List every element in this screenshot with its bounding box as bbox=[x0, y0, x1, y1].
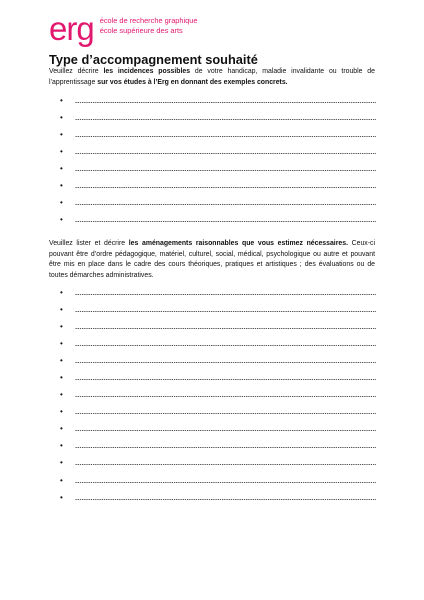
section-2-instructions bbox=[49, 239, 375, 281]
dotted-answer-line[interactable] bbox=[75, 464, 376, 465]
dotted-answer-line[interactable] bbox=[75, 413, 376, 414]
bullet-icon: • bbox=[60, 181, 63, 191]
dotted-answer-line[interactable] bbox=[75, 136, 376, 137]
bullet-icon: • bbox=[60, 492, 63, 502]
dotted-answer-line[interactable] bbox=[75, 221, 376, 222]
answer-line-item bbox=[60, 92, 376, 109]
answer-line-item bbox=[60, 143, 376, 160]
dotted-answer-line[interactable] bbox=[75, 396, 376, 397]
bullet-icon: • bbox=[60, 146, 63, 156]
page-title: Type d’accompagnement souhaité bbox=[49, 52, 258, 67]
bullet-icon: • bbox=[60, 163, 63, 173]
dotted-answer-line[interactable] bbox=[75, 345, 376, 346]
bullet-icon: • bbox=[60, 198, 63, 208]
section-1-instructions bbox=[49, 67, 375, 88]
dotted-answer-line[interactable] bbox=[75, 153, 376, 154]
school-name bbox=[100, 16, 198, 36]
bullet-icon: • bbox=[60, 95, 63, 105]
bullet-icon: • bbox=[60, 441, 63, 451]
erg-logo bbox=[49, 10, 198, 47]
dotted-answer-line[interactable] bbox=[75, 119, 376, 120]
answer-line-item bbox=[60, 301, 376, 318]
answer-line-item bbox=[60, 126, 376, 143]
bullet-icon: • bbox=[60, 287, 63, 297]
section-1-bold-2: sur vos études à l’Erg en donnant des exemples concrets. bbox=[97, 78, 288, 86]
answer-line-item bbox=[60, 421, 376, 438]
section-1-answer-list bbox=[60, 92, 376, 229]
dotted-answer-line[interactable] bbox=[75, 499, 376, 500]
dotted-answer-line[interactable] bbox=[75, 311, 376, 312]
bullet-icon: • bbox=[60, 112, 63, 122]
section-2-text-2: Ceux-ci pouvant être d’ordre pédagogique, matériel, culturel, social, médical, psychologique ou autre et pouvant être mis en place dans le cadre des cours théoriques, pratiques et artistiques ; des évaluations ou de toutes démarches administratives. bbox=[49, 240, 376, 279]
dotted-answer-line[interactable] bbox=[75, 430, 376, 431]
section-2-bold-1: les aménagements raisonnables que vous estimez nécessaires. bbox=[128, 240, 348, 247]
section-1-bold-1: les incidences possibles bbox=[103, 68, 191, 75]
answer-line-item bbox=[60, 404, 376, 421]
answer-line-item bbox=[60, 489, 376, 506]
dotted-answer-line[interactable] bbox=[75, 204, 376, 205]
school-name-line-2: école supérieure des arts bbox=[99, 26, 183, 35]
answer-line-item bbox=[60, 318, 376, 335]
logo-mark: erg bbox=[49, 10, 94, 47]
bullet-icon: • bbox=[60, 215, 63, 225]
answer-line-item bbox=[60, 387, 376, 404]
answer-line-item bbox=[60, 109, 376, 126]
bullet-icon: • bbox=[60, 373, 63, 383]
bullet-icon: • bbox=[60, 129, 63, 139]
dotted-answer-line[interactable] bbox=[75, 294, 376, 295]
dotted-answer-line[interactable] bbox=[75, 379, 376, 380]
school-name-line-1: école de recherche graphique bbox=[99, 16, 198, 25]
bullet-icon: • bbox=[60, 355, 63, 365]
dotted-answer-line[interactable] bbox=[75, 362, 376, 363]
answer-line-item bbox=[60, 438, 376, 455]
answer-line-item bbox=[60, 160, 376, 177]
dotted-answer-line[interactable] bbox=[75, 328, 376, 329]
bullet-icon: • bbox=[60, 458, 63, 468]
answer-line-item bbox=[60, 472, 376, 489]
bullet-icon: • bbox=[60, 475, 63, 485]
dotted-answer-line[interactable] bbox=[75, 102, 376, 103]
bullet-icon: • bbox=[60, 321, 63, 331]
bullet-icon: • bbox=[60, 424, 63, 434]
answer-line-item bbox=[60, 369, 376, 386]
answer-line-item bbox=[60, 177, 376, 194]
dotted-answer-line[interactable] bbox=[75, 447, 376, 448]
bullet-icon: • bbox=[60, 338, 63, 348]
section-1-text-2: de votre handicap, maladie invalidante ou trouble de l’apprentissage bbox=[49, 68, 375, 86]
answer-line-item bbox=[60, 455, 376, 472]
section-1-text-1: Veuillez décrire bbox=[49, 68, 104, 75]
section-2-answer-list bbox=[60, 284, 376, 506]
dotted-answer-line[interactable] bbox=[75, 170, 376, 171]
dotted-answer-line[interactable] bbox=[75, 482, 376, 483]
answer-line-item bbox=[60, 352, 376, 369]
answer-line-item bbox=[60, 335, 376, 352]
bullet-icon: • bbox=[60, 390, 63, 400]
bullet-icon: • bbox=[60, 407, 63, 417]
bullet-icon: • bbox=[60, 304, 63, 314]
section-2-text-1: Veuillez lister et décrire bbox=[49, 240, 129, 247]
answer-line-item bbox=[60, 195, 376, 212]
answer-line-item bbox=[60, 212, 376, 229]
dotted-answer-line[interactable] bbox=[75, 187, 376, 188]
answer-line-item bbox=[60, 284, 376, 301]
